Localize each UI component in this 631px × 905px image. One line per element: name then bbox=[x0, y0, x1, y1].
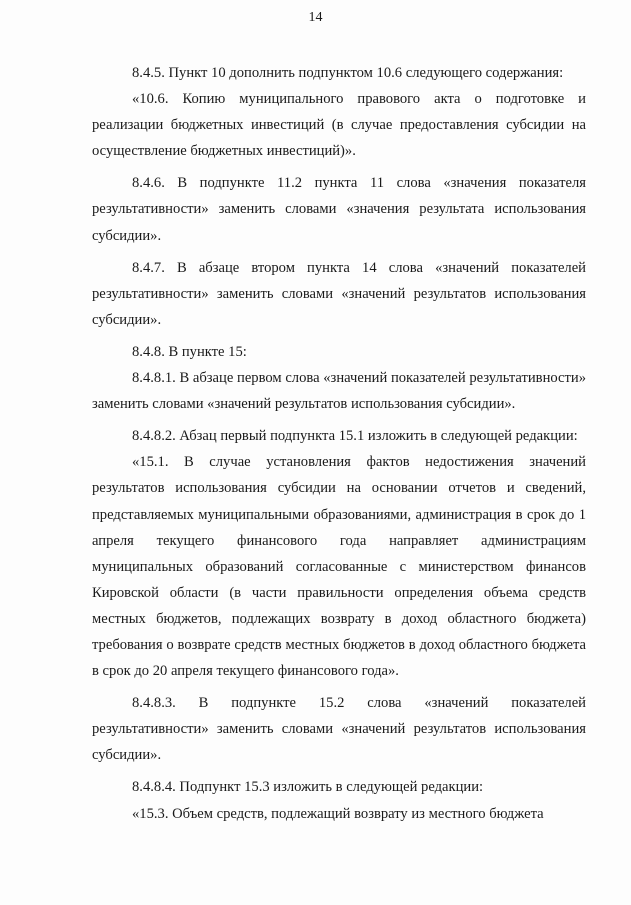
document-body bbox=[92, 60, 586, 827]
paragraph-8-4-7: 8.4.7. В абзаце втором пункта 14 слова «значений показателей результативности» заменить словами «значений результатов использования субсидии». bbox=[92, 259, 586, 328]
page-number: 14 bbox=[308, 10, 323, 25]
paragraph-15-1: «15.1. В случае установления фактов недостижения значений результатов использования субсидии на основании отчетов и сведений, представляемых муниципальными образованиями, администрация в срок до 1 апреля текущего финансового года направляет администрациям муниципальных образований согласованные с министерством финансов Кировской области (в части правильности определения объема средств местных бюджетов, подлежащих возврату в доход областного бюджета) требования о возврате средств местных бюджетов в доход областного бюджета в срок до 20 апреля текущего финансового года». bbox=[92, 454, 586, 680]
paragraph-8-4-8: 8.4.8. В пункте 15: bbox=[132, 343, 247, 360]
paragraph-15-3: «15.3. Объем средств, подлежащий возврату из местного бюджета bbox=[132, 805, 544, 822]
paragraph-8-4-5: 8.4.5. Пункт 10 дополнить подпунктом 10.6 следующего содержания: bbox=[132, 65, 564, 81]
paragraph-8-4-8-3: 8.4.8.3. В подпункте 15.2 слова «значений показателей результативности» заменить словами «значений результатов использования субсидии». bbox=[92, 695, 586, 764]
paragraph-8-4-8-2: 8.4.8.2. Абзац первый подпункта 15.1 изложить в следующей редакции: bbox=[132, 428, 578, 445]
paragraph-8-4-8-1: 8.4.8.1. В абзаце первом слова «значений показателей результативности» заменить словами «значений результатов использования субсидии». bbox=[92, 370, 586, 413]
paragraph-8-4-6: 8.4.6. В подпункте 11.2 пункта 11 слова «значения показателя результативности» заменить словами «значения результата использования субсидии». bbox=[92, 175, 586, 244]
paragraph-10-6: «10.6. Копию муниципального правового акта о подготовке и реализации бюджетных инвестиций (в случае предоставления субсидии на осуществление бюджетных инвестиций)». bbox=[92, 91, 586, 160]
paragraph-8-4-8-4: 8.4.8.4. Подпункт 15.3 изложить в следующей редакции: bbox=[132, 779, 484, 796]
